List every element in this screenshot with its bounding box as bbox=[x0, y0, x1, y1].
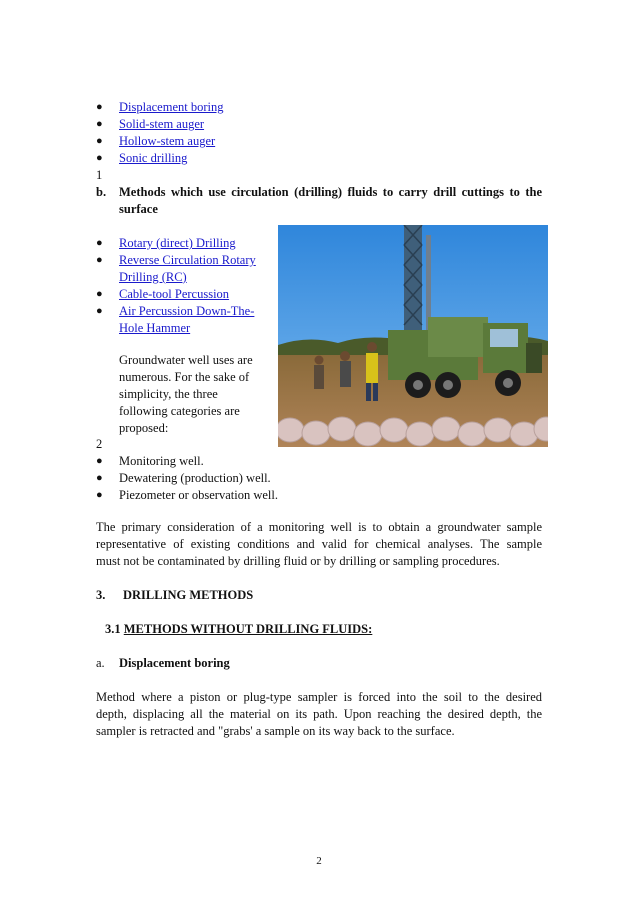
bullet-icon: ● bbox=[96, 288, 103, 300]
text-line: simplicity, the three bbox=[119, 387, 218, 401]
section-a-label: a. bbox=[96, 656, 105, 670]
bullet-icon: ● bbox=[96, 254, 103, 266]
text-line: numerous. For the sake of bbox=[119, 370, 250, 384]
section-3-number: 3. bbox=[96, 588, 106, 602]
link-reverse-circulation-line1[interactable]: Reverse Circulation Rotary bbox=[119, 253, 256, 267]
bullet-icon: ● bbox=[96, 152, 103, 164]
paragraph-line: must not be contaminated by drilling fluid or by drilling or sampling procedures. bbox=[96, 554, 500, 568]
bullet-icon: ● bbox=[96, 305, 103, 317]
bullet-icon: ● bbox=[96, 237, 103, 249]
section-b-heading-line2: surface bbox=[119, 202, 158, 216]
section-b-heading-line1: Methods which use circulation (drilling) fluids to carry drill cuttings to the bbox=[119, 185, 542, 199]
text-line: following categories are bbox=[119, 404, 240, 418]
text-line: Groundwater well uses are bbox=[119, 353, 253, 367]
list-item: Monitoring well. bbox=[119, 454, 204, 468]
link-air-percussion-line2[interactable]: Hole Hammer bbox=[119, 321, 191, 335]
paragraph-line: representative of existing conditions and valid for chemical analyses. The sample bbox=[96, 537, 542, 551]
page-number: 2 bbox=[316, 855, 322, 867]
link-cable-tool-percussion[interactable]: Cable-tool Percussion bbox=[119, 287, 230, 301]
bullet-icon: ● bbox=[96, 101, 103, 113]
section-b-label: b. bbox=[96, 185, 107, 199]
paragraph-line: depth, displacing all the material on its path. Upon reaching the desired depth, the bbox=[96, 707, 542, 721]
section-a-title: Displacement boring bbox=[119, 656, 230, 670]
link-solid-stem-auger[interactable]: Solid-stem auger bbox=[119, 117, 205, 131]
footnote-marker-1: 1 bbox=[96, 168, 103, 182]
link-hollow-stem-auger[interactable]: Hollow-stem auger bbox=[119, 134, 216, 148]
section-3-title: DRILLING METHODS bbox=[123, 588, 254, 602]
bullet-icon: ● bbox=[96, 472, 103, 484]
bullet-icon: ● bbox=[96, 489, 103, 501]
link-rotary-drilling[interactable]: Rotary (direct) Drilling bbox=[119, 236, 236, 250]
drilling-rig-photo bbox=[278, 225, 548, 447]
bullet-icon: ● bbox=[96, 118, 103, 130]
subsection-title: METHODS WITHOUT DRILLING FLUIDS: bbox=[123, 622, 373, 636]
link-reverse-circulation-line2[interactable]: Drilling (RC) bbox=[119, 270, 187, 284]
list-item: Piezometer or observation well. bbox=[119, 488, 278, 502]
paragraph-line: Method where a piston or plug-type sampler is forced into the soil to the desired bbox=[96, 690, 542, 704]
text-line: proposed: bbox=[119, 421, 169, 435]
link-sonic-drilling[interactable]: Sonic drilling bbox=[119, 151, 188, 165]
paragraph-line: sampler is retracted and "grabs' a sample on its way back to the surface. bbox=[96, 724, 455, 738]
link-air-percussion-line1[interactable]: Air Percussion Down-The- bbox=[119, 304, 255, 318]
subsection-3-1 bbox=[105, 621, 372, 638]
bullet-icon: ● bbox=[96, 135, 103, 147]
paragraph-line: The primary consideration of a monitoring well is to obtain a groundwater sample bbox=[96, 520, 542, 534]
footnote-marker-2: 2 bbox=[96, 437, 103, 451]
subsection-number: 3.1 bbox=[105, 622, 124, 636]
bullet-icon: ● bbox=[96, 455, 103, 467]
list-item: Dewatering (production) well. bbox=[119, 471, 271, 485]
link-displacement-boring[interactable]: Displacement boring bbox=[119, 100, 224, 114]
